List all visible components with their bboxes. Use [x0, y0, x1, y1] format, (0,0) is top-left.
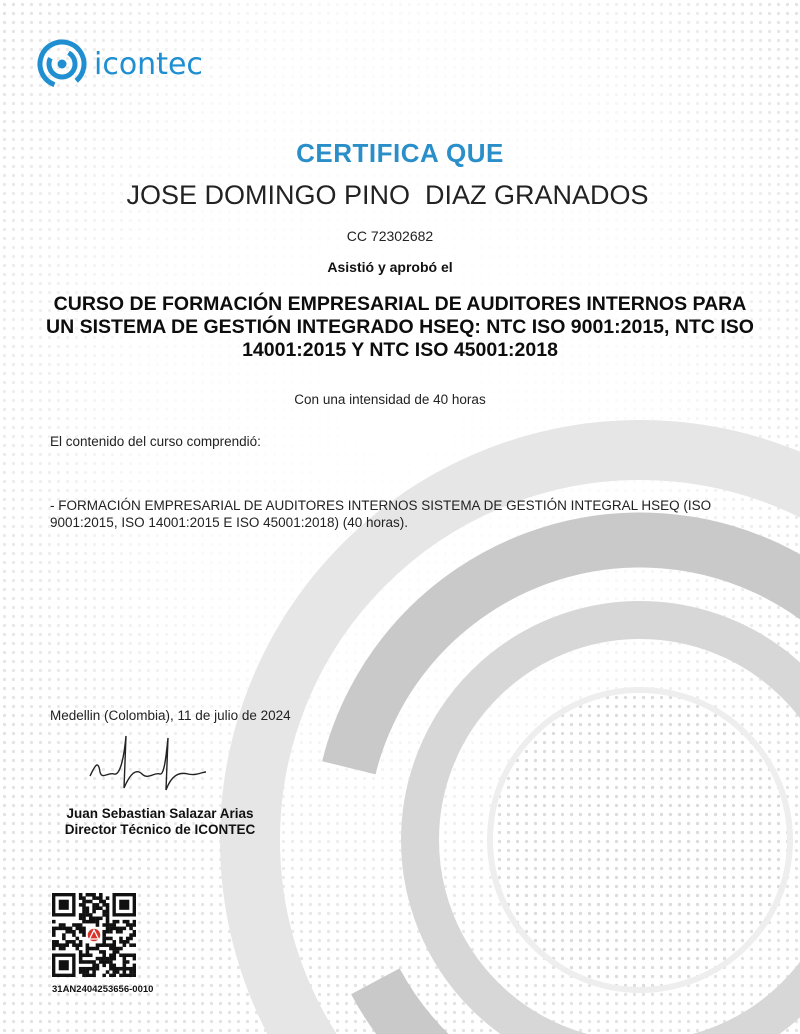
id-number: CC 72302682 [346, 228, 434, 244]
handwritten-signature [80, 728, 220, 798]
course-title: CURSO DE FORMACIÓN EMPRESARIAL DE AUDITORES INTERNOS PARA UN SISTEMA DE GESTIÓN INTEGRADO HSEQ: NTC ISO 9001:2015, NTC ISO 14001:2015 Y NTC ISO 45001:2018 [46, 293, 754, 361]
recipient-name: JOSE DOMINGO PINO DIAZ GRANADOS [126, 180, 649, 210]
place-date: Medellin (Colombia), 11 de julio de 2024 [50, 708, 291, 723]
attended-text: Asistió y aprobó el [327, 259, 453, 275]
icontec-logo-icon [36, 38, 88, 90]
signer-block [30, 806, 290, 838]
signer-name: Juan Sebastian Salazar Arias [66, 806, 254, 821]
content-label: El contenido del curso comprendió: [50, 434, 261, 449]
icontec-logo [36, 36, 203, 92]
qr-code-icon[interactable] [52, 893, 136, 977]
brand-name: icontec [94, 46, 203, 82]
verification-code: 31AN2404253656-0010 [52, 984, 154, 995]
course-intensity: Con una intensidad de 40 horas [294, 392, 486, 407]
certificate-heading: CERTIFICA QUE [296, 138, 504, 168]
content-item: - FORMACIÓN EMPRESARIAL DE AUDITORES INTERNOS SISTEMA DE GESTIÓN INTEGRAL HSEQ (ISO 9001:2015, ISO 14001:2015 E ISO 45001:2018) (40 horas). [50, 498, 712, 530]
signer-title: Director Técnico de ICONTEC [64, 822, 256, 837]
